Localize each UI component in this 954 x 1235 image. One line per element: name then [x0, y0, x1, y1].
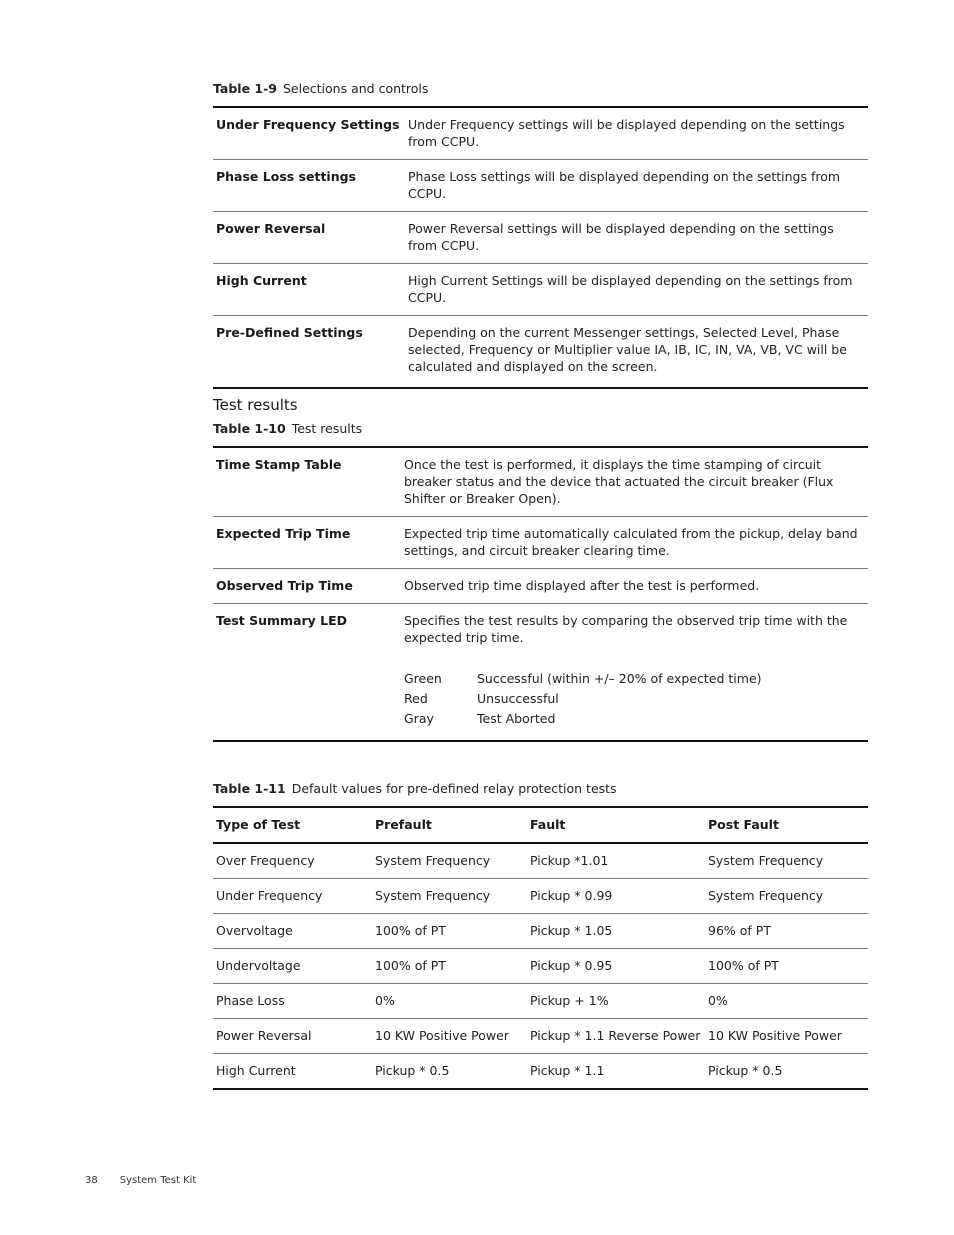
table-cell: Pickup * 1.05: [527, 914, 705, 949]
row-key: Test Summary LED: [216, 613, 348, 628]
column-header: Prefault: [372, 807, 527, 843]
row-key: Phase Loss settings: [213, 160, 405, 212]
row-desc: Phase Loss settings will be displayed depending on the settings from CCPU.: [405, 160, 868, 212]
column-header: Post Fault: [705, 807, 868, 843]
table-cell: Under Frequency: [213, 879, 372, 914]
row-key: Power Reversal: [213, 212, 405, 264]
table-row: [213, 264, 868, 316]
table-cell: 10 KW Positive Power: [372, 1019, 527, 1054]
led-state-green: [404, 669, 864, 689]
table-cell: System Frequency: [372, 879, 527, 914]
table-cell: System Frequency: [705, 879, 868, 914]
table-row: [213, 107, 868, 160]
section-title: Test results: [213, 396, 298, 414]
row-desc: Depending on the current Messenger settings, Selected Level, Phase selected, Frequency or Multiplier value IA, IB, IC, IN, VA, VB, VC will be calculated and displayed on the screen.: [408, 325, 847, 374]
table-9-title: Selections and controls: [283, 81, 429, 96]
led-meaning: Test Aborted: [477, 711, 556, 726]
table-cell: Pickup * 1.1 Reverse Power: [527, 1019, 705, 1054]
table-cell: Pickup * 0.5: [708, 1063, 783, 1078]
table-9: [213, 106, 868, 389]
table-cell: Over Frequency: [213, 843, 372, 879]
table-row: [213, 569, 868, 604]
table-row: [213, 212, 868, 264]
page-footer: [85, 1175, 196, 1186]
led-state-red: [404, 689, 864, 709]
table-11-number: Table 1-11: [213, 781, 286, 796]
table-cell: Undervoltage: [213, 949, 372, 984]
table-row: [213, 843, 868, 879]
table-cell: Pickup *1.01: [527, 843, 705, 879]
table-cell: Pickup * 0.5: [375, 1063, 450, 1078]
led-color: Gray: [404, 711, 434, 726]
table-11: [213, 806, 868, 1090]
row-key: Under Frequency Settings: [213, 107, 405, 160]
row-key: High Current: [213, 264, 405, 316]
table-10-title: Test results: [291, 421, 363, 436]
column-header: Type of Test: [213, 807, 372, 843]
row-key: Expected Trip Time: [213, 517, 401, 569]
table-cell: Pickup * 0.95: [527, 949, 705, 984]
table-cell: 100% of PT: [372, 949, 527, 984]
table-9-caption: [213, 81, 428, 96]
row-key: Time Stamp Table: [213, 447, 401, 517]
led-color: Red: [404, 691, 428, 706]
row-desc: [401, 604, 868, 742]
table-cell: Overvoltage: [213, 914, 372, 949]
led-state-gray: [404, 709, 864, 729]
table-cell: 96% of PT: [705, 914, 868, 949]
row-key: Observed Trip Time: [213, 569, 401, 604]
table-cell: High Current: [216, 1063, 296, 1078]
table-cell: 0%: [372, 984, 527, 1019]
led-meaning: Successful (within +/– 20% of expected time): [477, 671, 762, 686]
table-10: [213, 446, 868, 742]
row-desc: Under Frequency settings will be displayed depending on the settings from CCPU.: [405, 107, 868, 160]
led-states-list: [404, 669, 864, 729]
table-row: [213, 949, 868, 984]
table-cell: System Frequency: [372, 843, 527, 879]
table-cell: 0%: [705, 984, 868, 1019]
table-row: [213, 447, 868, 517]
table-header-row: [213, 807, 868, 843]
led-meaning: Unsuccessful: [477, 691, 559, 706]
led-color: Green: [404, 671, 442, 686]
row-desc: Observed trip time displayed after the test is performed.: [401, 569, 868, 604]
page-number: 38: [85, 1175, 98, 1186]
table-cell: 10 KW Positive Power: [705, 1019, 868, 1054]
row-key: Pre-Defined Settings: [216, 325, 363, 340]
table-cell: System Frequency: [705, 843, 868, 879]
table-row: [213, 160, 868, 212]
column-header: Fault: [527, 807, 705, 843]
table-cell: 100% of PT: [372, 914, 527, 949]
table-row: [213, 1019, 868, 1054]
row-desc: Expected trip time automatically calculated from the pickup, delay band settings, and circuit breaker clearing time.: [401, 517, 868, 569]
led-description: Specifies the test results by comparing the observed trip time with the expected trip time.: [404, 613, 848, 645]
table-row: [213, 1054, 868, 1090]
table-9-number: Table 1-9: [213, 81, 277, 96]
table-row: [213, 879, 868, 914]
table-cell: Pickup * 0.99: [527, 879, 705, 914]
document-title: System Test Kit: [119, 1175, 197, 1186]
table-10-number: Table 1-10: [213, 421, 286, 436]
table-row: [213, 517, 868, 569]
table-11-title: Default values for pre-defined relay protection tests: [291, 781, 617, 796]
table-cell: Power Reversal: [213, 1019, 372, 1054]
table-10-caption: [213, 421, 362, 436]
row-desc: Once the test is performed, it displays the time stamping of circuit breaker status and the device that actuated the circuit breaker (Flux Shifter or Breaker Open).: [401, 447, 868, 517]
table-cell: Pickup + 1%: [527, 984, 705, 1019]
table-row: [213, 316, 868, 389]
table-cell: Phase Loss: [213, 984, 372, 1019]
table-row: [213, 984, 868, 1019]
row-desc: Power Reversal settings will be displayed depending on the settings from CCPU.: [405, 212, 868, 264]
table-cell: 100% of PT: [705, 949, 868, 984]
table-row: [213, 604, 868, 742]
row-desc: High Current Settings will be displayed depending on the settings from CCPU.: [405, 264, 868, 316]
table-row: [213, 914, 868, 949]
table-11-caption: [213, 781, 617, 796]
table-cell: Pickup * 1.1: [530, 1063, 605, 1078]
